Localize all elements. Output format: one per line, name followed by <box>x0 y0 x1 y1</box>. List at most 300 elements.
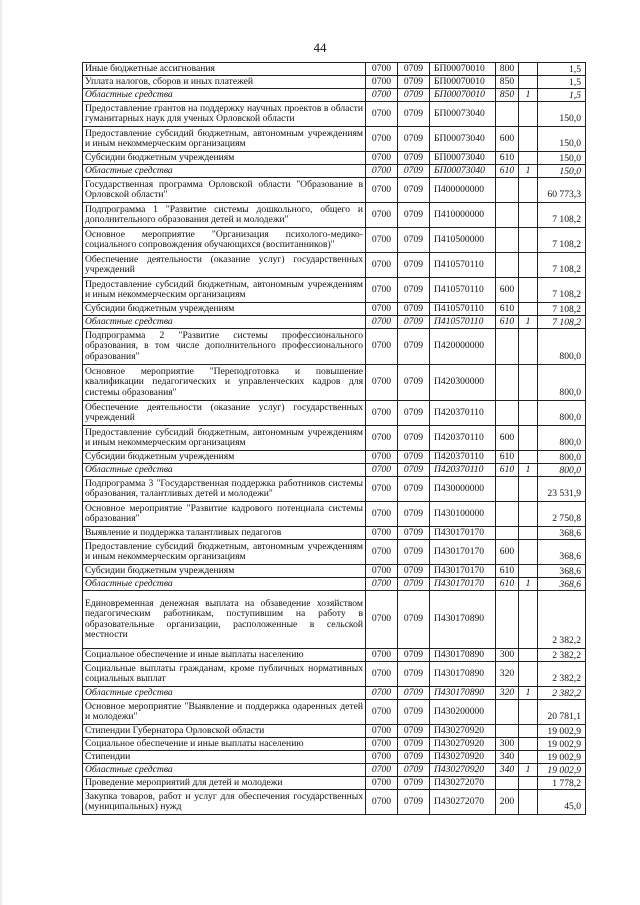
amount-value: 368,6 <box>538 527 586 540</box>
section-code: 0700 <box>366 790 398 815</box>
row-name: Субсидии бюджетным учреждениям <box>83 152 366 165</box>
table-row <box>83 540 586 565</box>
amount-value: 7 108,2 <box>538 278 586 303</box>
amount-value: 800,0 <box>538 401 586 426</box>
subsection-code: 0709 <box>398 228 430 253</box>
subsection-code: 0709 <box>398 203 430 228</box>
amount-value: 800,0 <box>538 451 586 464</box>
amount-value: 2 750,8 <box>538 502 586 527</box>
section-code: 0700 <box>366 751 398 764</box>
subsection-code: 0709 <box>398 316 430 329</box>
funding-source-code <box>519 63 538 76</box>
subsection-code: 0709 <box>398 540 430 565</box>
target-article-code: П410500000 <box>430 228 496 253</box>
target-article-code: БП00073040 <box>430 102 496 127</box>
row-name: Субсидии бюджетным учреждениям <box>83 451 366 464</box>
target-article-code: БП00070010 <box>430 89 496 102</box>
table-row <box>83 426 586 451</box>
funding-source-code <box>519 477 538 502</box>
table-row <box>83 591 586 649</box>
funding-source-code <box>519 527 538 540</box>
row-name: Субсидии бюджетным учреждениям <box>83 565 366 578</box>
expense-type-code: 610 <box>496 565 519 578</box>
funding-source-code <box>519 76 538 89</box>
row-name: Предоставление грантов на поддержку научных проектов в области гуманитарных наук для ученых Орловской области <box>83 102 366 127</box>
target-article-code: БП00073040 <box>430 165 496 178</box>
scan-margin <box>0 0 3 905</box>
amount-value: 2 382,2 <box>538 591 586 649</box>
amount-value: 1,5 <box>538 89 586 102</box>
amount-value: 7 108,2 <box>538 316 586 329</box>
row-name: Предоставление субсидий бюджетным, автономным учреждениям и иным некоммерческим организациям <box>83 540 366 565</box>
target-article-code: П420370110 <box>430 451 496 464</box>
subsection-code: 0709 <box>398 426 430 451</box>
section-code: 0700 <box>366 165 398 178</box>
row-name: Проведение мероприятий для детей и молодежи <box>83 777 366 790</box>
funding-source-code <box>519 253 538 278</box>
table-row <box>83 303 586 316</box>
section-code: 0700 <box>366 76 398 89</box>
target-article-code: БП00070010 <box>430 76 496 89</box>
funding-source-code <box>519 203 538 228</box>
table-row <box>83 228 586 253</box>
funding-source-code <box>519 565 538 578</box>
table-row <box>83 662 586 687</box>
expense-type-code: 600 <box>496 426 519 451</box>
target-article-code: П420370110 <box>430 426 496 451</box>
funding-source-code <box>519 228 538 253</box>
expense-type-code: 610 <box>496 464 519 477</box>
expense-type-code: 300 <box>496 649 519 662</box>
expense-type-code: 850 <box>496 89 519 102</box>
section-code: 0700 <box>366 725 398 738</box>
amount-value: 7 108,2 <box>538 228 586 253</box>
subsection-code: 0709 <box>398 253 430 278</box>
row-name: Уплата налогов, сборов и иных платежей <box>83 76 366 89</box>
expense-type-code: 850 <box>496 76 519 89</box>
section-code: 0700 <box>366 365 398 401</box>
section-code: 0700 <box>366 451 398 464</box>
section-code: 0700 <box>366 764 398 777</box>
section-code: 0700 <box>366 738 398 751</box>
row-name: Областные средства <box>83 764 366 777</box>
row-name: Основное мероприятие "Организация психолого-медико-социального сопровождения обучающихся (воспитанников)" <box>83 228 366 253</box>
subsection-code: 0709 <box>398 649 430 662</box>
target-article-code: П430100000 <box>430 502 496 527</box>
expense-type-code: 320 <box>496 662 519 687</box>
target-article-code: П430270920 <box>430 764 496 777</box>
table-row <box>83 790 586 815</box>
table-row <box>83 253 586 278</box>
row-name: Предоставление субсидий бюджетным, автономным учреждениям и иным некоммерческим организациям <box>83 278 366 303</box>
table-row <box>83 278 586 303</box>
section-code: 0700 <box>366 777 398 790</box>
page-number: 44 <box>313 40 327 55</box>
subsection-code: 0709 <box>398 89 430 102</box>
row-name: Субсидии бюджетным учреждениям <box>83 303 366 316</box>
target-article-code: П420370110 <box>430 401 496 426</box>
funding-source-code: 1 <box>519 764 538 777</box>
section-code: 0700 <box>366 303 398 316</box>
subsection-code: 0709 <box>398 102 430 127</box>
table-row <box>83 777 586 790</box>
expense-type-code: 600 <box>496 278 519 303</box>
table-row <box>83 738 586 751</box>
section-code: 0700 <box>366 687 398 700</box>
table-row <box>83 89 586 102</box>
table-row <box>83 203 586 228</box>
funding-source-code <box>519 777 538 790</box>
section-code: 0700 <box>366 662 398 687</box>
subsection-code: 0709 <box>398 178 430 203</box>
amount-value: 1,5 <box>538 76 586 89</box>
target-article-code: П430000000 <box>430 477 496 502</box>
target-article-code: П430170170 <box>430 540 496 565</box>
section-code: 0700 <box>366 464 398 477</box>
subsection-code: 0709 <box>398 725 430 738</box>
expense-type-code: 610 <box>496 303 519 316</box>
subsection-code: 0709 <box>398 777 430 790</box>
row-name: Основное мероприятие "Развитие кадрового потенциала системы образования" <box>83 502 366 527</box>
row-name: Единовременная денежная выплата на обзаведение хозяйством педагогическим работникам, поступившим на работу в образовательные организации, расположенные в сельской местности <box>83 591 366 649</box>
section-code: 0700 <box>366 565 398 578</box>
expense-type-code <box>496 700 519 725</box>
amount-value: 7 108,2 <box>538 203 586 228</box>
row-name: Подпрограмма 3 "Государственная поддержка работников системы образования, талантливых детей и молодежи" <box>83 477 366 502</box>
funding-source-code <box>519 502 538 527</box>
table-row <box>83 764 586 777</box>
funding-source-code: 1 <box>519 578 538 591</box>
expense-type-code <box>496 401 519 426</box>
table-row <box>83 63 586 76</box>
amount-value: 45,0 <box>538 790 586 815</box>
table-row <box>83 401 586 426</box>
section-code: 0700 <box>366 700 398 725</box>
row-name: Закупка товаров, работ и услуг для обеспечения государственных (муниципальных) нужд <box>83 790 366 815</box>
expense-type-code <box>496 102 519 127</box>
expense-type-code: 320 <box>496 687 519 700</box>
amount-value: 2 382,2 <box>538 687 586 700</box>
subsection-code: 0709 <box>398 278 430 303</box>
row-name: Государственная программа Орловской области "Образование в Орловской области" <box>83 178 366 203</box>
target-article-code: П410570110 <box>430 303 496 316</box>
funding-source-code <box>519 426 538 451</box>
amount-value: 23 531,9 <box>538 477 586 502</box>
table-row <box>83 700 586 725</box>
amount-value: 800,0 <box>538 464 586 477</box>
subsection-code: 0709 <box>398 591 430 649</box>
subsection-code: 0709 <box>398 687 430 700</box>
subsection-code: 0709 <box>398 790 430 815</box>
section-code: 0700 <box>366 63 398 76</box>
funding-source-code <box>519 401 538 426</box>
expense-type-code <box>496 178 519 203</box>
section-code: 0700 <box>366 329 398 365</box>
subsection-code: 0709 <box>398 565 430 578</box>
row-name: Предоставление субсидий бюджетным, автономным учреждениям и иным некоммерческим организациям <box>83 127 366 152</box>
table-row <box>83 76 586 89</box>
table-row <box>83 751 586 764</box>
row-name: Подпрограмма 1 "Развитие системы дошкольного, общего и дополнительного образования детей и молодежи" <box>83 203 366 228</box>
table-row <box>83 178 586 203</box>
funding-source-code <box>519 751 538 764</box>
section-code: 0700 <box>366 89 398 102</box>
funding-source-code <box>519 365 538 401</box>
row-name: Основное мероприятие "Выявление и поддержка одаренных детей и молодежи" <box>83 700 366 725</box>
amount-value: 150,0 <box>538 102 586 127</box>
expense-type-code <box>496 203 519 228</box>
funding-source-code <box>519 329 538 365</box>
row-name: Выявление и поддержка талантливых педагогов <box>83 527 366 540</box>
amount-value: 368,6 <box>538 565 586 578</box>
section-code: 0700 <box>366 401 398 426</box>
table-row <box>83 165 586 178</box>
target-article-code: П420000000 <box>430 329 496 365</box>
budget-table <box>82 62 586 815</box>
amount-value: 2 382,2 <box>538 662 586 687</box>
subsection-code: 0709 <box>398 700 430 725</box>
amount-value: 368,6 <box>538 540 586 565</box>
expense-type-code: 610 <box>496 316 519 329</box>
target-article-code: БП00073040 <box>430 127 496 152</box>
expense-type-code: 340 <box>496 764 519 777</box>
target-article-code: П430170170 <box>430 578 496 591</box>
subsection-code: 0709 <box>398 764 430 777</box>
subsection-code: 0709 <box>398 127 430 152</box>
subsection-code: 0709 <box>398 365 430 401</box>
section-code: 0700 <box>366 578 398 591</box>
expense-type-code <box>496 329 519 365</box>
expense-type-code <box>496 502 519 527</box>
funding-source-code <box>519 649 538 662</box>
amount-value: 19 002,9 <box>538 764 586 777</box>
subsection-code: 0709 <box>398 578 430 591</box>
section-code: 0700 <box>366 102 398 127</box>
table-row <box>83 152 586 165</box>
target-article-code: П420300000 <box>430 365 496 401</box>
section-code: 0700 <box>366 178 398 203</box>
expense-type-code <box>496 725 519 738</box>
target-article-code: П430200000 <box>430 700 496 725</box>
section-code: 0700 <box>366 477 398 502</box>
subsection-code: 0709 <box>398 152 430 165</box>
funding-source-code <box>519 152 538 165</box>
expense-type-code: 300 <box>496 738 519 751</box>
target-article-code: П430170170 <box>430 527 496 540</box>
funding-source-code <box>519 303 538 316</box>
funding-source-code <box>519 127 538 152</box>
section-code: 0700 <box>366 152 398 165</box>
subsection-code: 0709 <box>398 464 430 477</box>
expense-type-code <box>496 527 519 540</box>
table-body <box>83 63 586 815</box>
expense-type-code <box>496 777 519 790</box>
funding-source-code: 1 <box>519 89 538 102</box>
row-name: Областные средства <box>83 165 366 178</box>
target-article-code: П410570110 <box>430 278 496 303</box>
row-name: Областные средства <box>83 316 366 329</box>
section-code: 0700 <box>366 316 398 329</box>
amount-value: 150,0 <box>538 165 586 178</box>
funding-source-code <box>519 725 538 738</box>
amount-value: 7 108,2 <box>538 303 586 316</box>
table-row <box>83 565 586 578</box>
row-name: Областные средства <box>83 89 366 102</box>
subsection-code: 0709 <box>398 401 430 426</box>
expense-type-code <box>496 591 519 649</box>
row-name: Стипендии <box>83 751 366 764</box>
funding-source-code: 1 <box>519 165 538 178</box>
expense-type-code: 610 <box>496 451 519 464</box>
expense-type-code: 340 <box>496 751 519 764</box>
amount-value: 150,0 <box>538 152 586 165</box>
row-name: Стипендии Губернатора Орловской области <box>83 725 366 738</box>
expense-type-code: 610 <box>496 165 519 178</box>
subsection-code: 0709 <box>398 329 430 365</box>
expense-type-code: 200 <box>496 790 519 815</box>
expense-type-code: 600 <box>496 540 519 565</box>
section-code: 0700 <box>366 527 398 540</box>
expense-type-code: 800 <box>496 63 519 76</box>
expense-type-code <box>496 365 519 401</box>
row-name: Основное мероприятие "Переподготовка и повышение квалификации педагогических и управленческих кадров для системы образования" <box>83 365 366 401</box>
target-article-code: П430270920 <box>430 751 496 764</box>
row-name: Социальное обеспечение и иные выплаты населению <box>83 649 366 662</box>
section-code: 0700 <box>366 278 398 303</box>
amount-value: 800,0 <box>538 365 586 401</box>
row-name: Обеспечение деятельности (оказание услуг) государственных учреждений <box>83 401 366 426</box>
target-article-code: П430272070 <box>430 790 496 815</box>
subsection-code: 0709 <box>398 477 430 502</box>
funding-source-code <box>519 451 538 464</box>
subsection-code: 0709 <box>398 63 430 76</box>
section-code: 0700 <box>366 540 398 565</box>
target-article-code: П430170890 <box>430 591 496 649</box>
subsection-code: 0709 <box>398 738 430 751</box>
funding-source-code <box>519 540 538 565</box>
funding-source-code <box>519 178 538 203</box>
table-row <box>83 127 586 152</box>
section-code: 0700 <box>366 127 398 152</box>
subsection-code: 0709 <box>398 451 430 464</box>
target-article-code: П430270920 <box>430 725 496 738</box>
target-article-code: П430170890 <box>430 662 496 687</box>
table-row <box>83 329 586 365</box>
table-row <box>83 725 586 738</box>
funding-source-code: 1 <box>519 687 538 700</box>
table-row <box>83 578 586 591</box>
amount-value: 800,0 <box>538 426 586 451</box>
table-row <box>83 687 586 700</box>
subsection-code: 0709 <box>398 303 430 316</box>
table-row <box>83 464 586 477</box>
expense-type-code: 610 <box>496 578 519 591</box>
table-row <box>83 365 586 401</box>
target-article-code: БП00073040 <box>430 152 496 165</box>
funding-source-code: 1 <box>519 316 538 329</box>
row-name: Социальное обеспечение и иные выплаты населению <box>83 738 366 751</box>
target-article-code: П410000000 <box>430 203 496 228</box>
amount-value: 368,6 <box>538 578 586 591</box>
target-article-code: П430170890 <box>430 687 496 700</box>
amount-value: 150,0 <box>538 127 586 152</box>
amount-value: 19 002,9 <box>538 751 586 764</box>
amount-value: 60 773,3 <box>538 178 586 203</box>
target-article-code: П430170890 <box>430 649 496 662</box>
section-code: 0700 <box>366 203 398 228</box>
amount-value: 7 108,2 <box>538 253 586 278</box>
subsection-code: 0709 <box>398 502 430 527</box>
section-code: 0700 <box>366 591 398 649</box>
expense-type-code <box>496 477 519 502</box>
expense-type-code <box>496 253 519 278</box>
section-code: 0700 <box>366 502 398 527</box>
row-name: Предоставление субсидий бюджетным, автономным учреждениям и иным некоммерческим организациям <box>83 426 366 451</box>
row-name: Обеспечение деятельности (оказание услуг) государственных учреждений <box>83 253 366 278</box>
table-row <box>83 502 586 527</box>
subsection-code: 0709 <box>398 76 430 89</box>
row-name: Иные бюджетные ассигнования <box>83 63 366 76</box>
target-article-code: П430272070 <box>430 777 496 790</box>
funding-source-code <box>519 278 538 303</box>
row-name: Социальные выплаты гражданам, кроме публичных нормативных социальных выплат <box>83 662 366 687</box>
amount-value: 19 002,9 <box>538 738 586 751</box>
target-article-code: П410570110 <box>430 253 496 278</box>
row-name: Областные средства <box>83 464 366 477</box>
section-code: 0700 <box>366 253 398 278</box>
expense-type-code: 610 <box>496 152 519 165</box>
funding-source-code <box>519 591 538 649</box>
target-article-code: П400000000 <box>430 178 496 203</box>
subsection-code: 0709 <box>398 662 430 687</box>
expense-type-code <box>496 228 519 253</box>
funding-source-code: 1 <box>519 464 538 477</box>
table-row <box>83 649 586 662</box>
amount-value: 1 778,2 <box>538 777 586 790</box>
amount-value: 800,0 <box>538 329 586 365</box>
row-name: Областные средства <box>83 687 366 700</box>
section-code: 0700 <box>366 649 398 662</box>
subsection-code: 0709 <box>398 751 430 764</box>
target-article-code: П410570110 <box>430 316 496 329</box>
expense-type-code: 600 <box>496 127 519 152</box>
funding-source-code <box>519 700 538 725</box>
row-name: Подпрограмма 2 "Развитие системы профессионального образования, в том числе дополнительного профессионального образования" <box>83 329 366 365</box>
amount-value: 1,5 <box>538 63 586 76</box>
subsection-code: 0709 <box>398 165 430 178</box>
subsection-code: 0709 <box>398 527 430 540</box>
funding-source-code <box>519 662 538 687</box>
table-row <box>83 527 586 540</box>
target-article-code: БП00070010 <box>430 63 496 76</box>
target-article-code: П430270920 <box>430 738 496 751</box>
target-article-code: П420370110 <box>430 464 496 477</box>
table-row <box>83 451 586 464</box>
funding-source-code <box>519 102 538 127</box>
funding-source-code <box>519 790 538 815</box>
target-article-code: П430170170 <box>430 565 496 578</box>
table-row <box>83 477 586 502</box>
row-name: Областные средства <box>83 578 366 591</box>
section-code: 0700 <box>366 228 398 253</box>
section-code: 0700 <box>366 426 398 451</box>
amount-value: 19 002,9 <box>538 725 586 738</box>
amount-value: 20 781,1 <box>538 700 586 725</box>
funding-source-code <box>519 738 538 751</box>
amount-value: 2 382,2 <box>538 649 586 662</box>
table-row <box>83 316 586 329</box>
table-row <box>83 102 586 127</box>
